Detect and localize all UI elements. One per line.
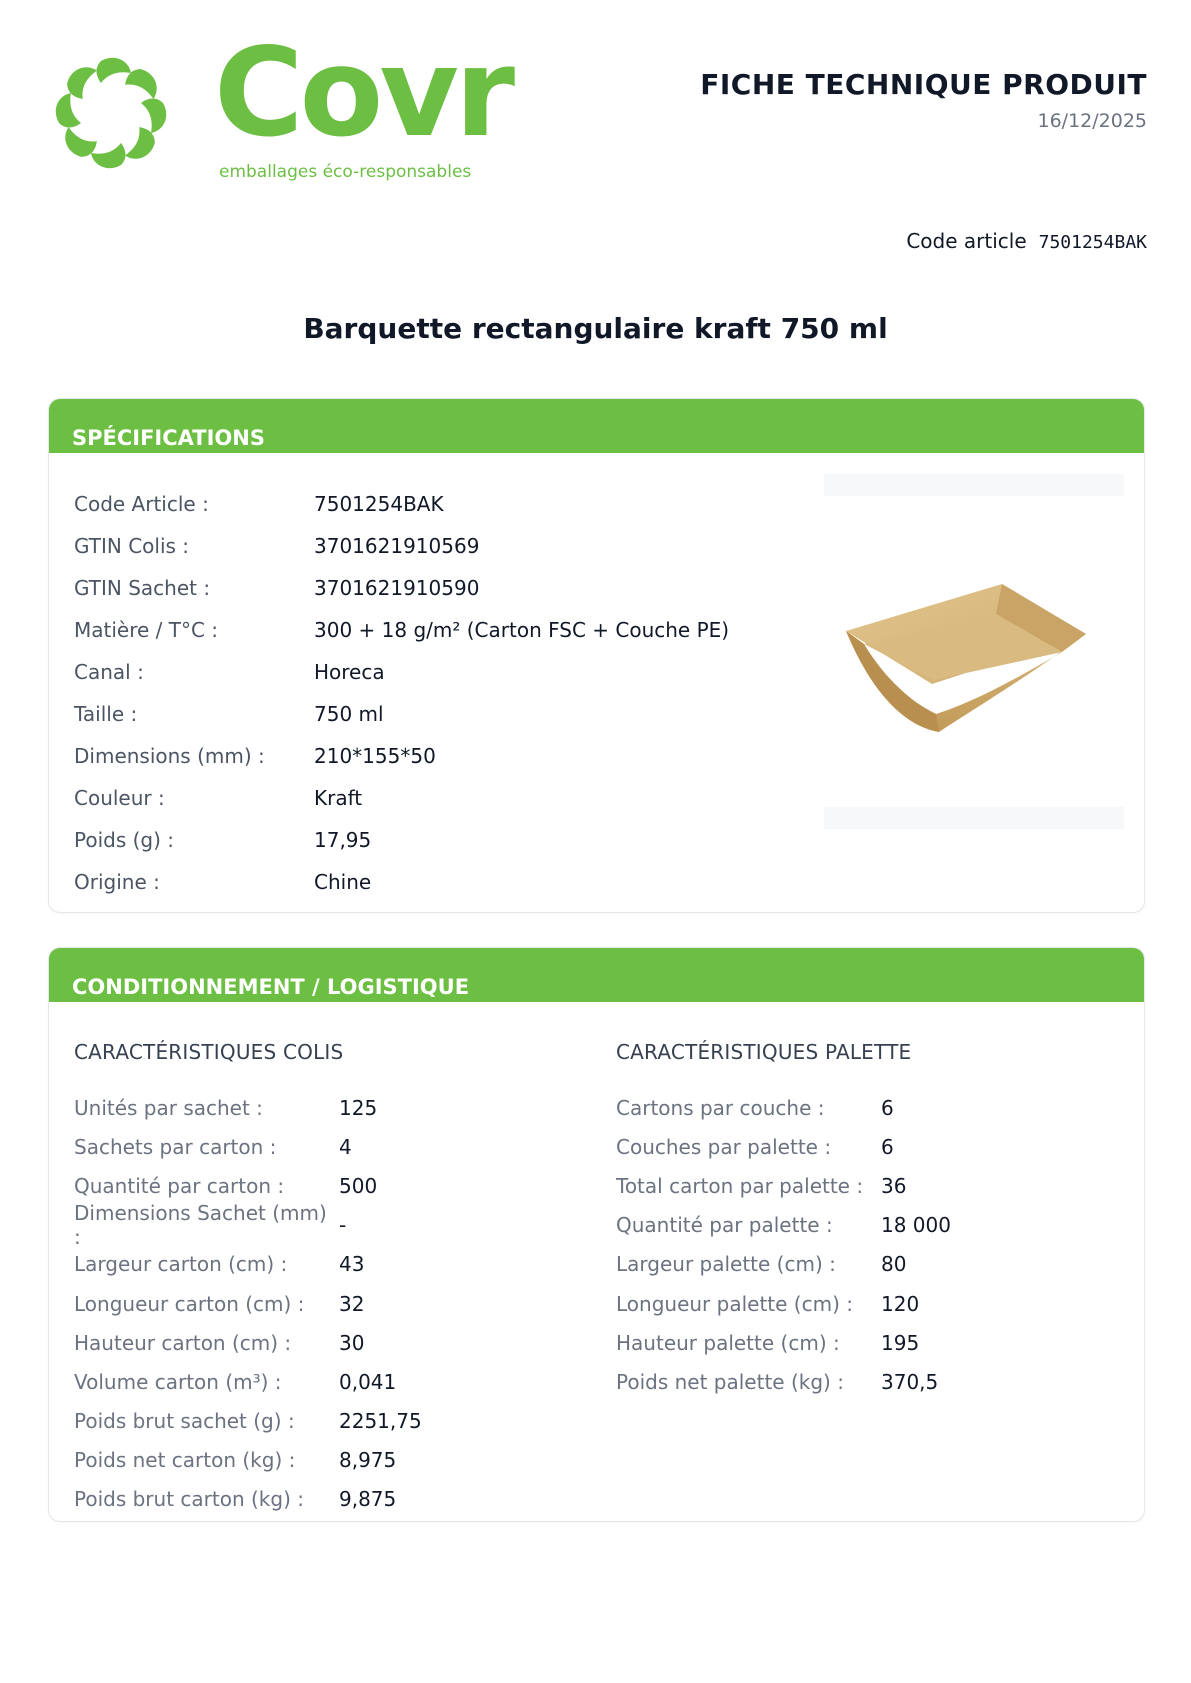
spec-row-label: Canal : [74,660,144,684]
spec-row [74,651,729,693]
colis-row-label: Sachets par carton : [74,1134,277,1159]
palette-row [616,1245,951,1284]
leaf-wreath-icon [46,48,176,178]
brand-tagline: emballages éco-responsables [219,162,472,182]
colis-row-label: Poids brut carton (kg) : [74,1487,304,1512]
spec-row-label: Poids (g) : [74,828,175,852]
spec-row-label: Couleur : [74,786,165,810]
palette-row-value: 6 [881,1095,894,1120]
logistics-heading: CONDITIONNEMENT / LOGISTIQUE [49,948,1144,1002]
colis-row-value: 0,041 [339,1369,397,1394]
spec-row [74,525,729,567]
palette-row-value: 80 [881,1252,907,1277]
palette-row [616,1088,951,1127]
colis-row-label: Volume carton (m³) : [74,1369,282,1394]
palette-row-label: Poids net palette (kg) : [616,1369,844,1394]
palette-row-value: 18 000 [881,1213,951,1238]
colis-row-value: 4 [339,1134,352,1159]
colis-row-value: 125 [339,1095,378,1120]
colis-table [74,1088,422,1519]
palette-row-label: Couches par palette : [616,1134,832,1159]
colis-row-value: 500 [339,1173,378,1198]
code-article-value: 7501254BAK [1038,232,1147,253]
palette-row [616,1206,951,1245]
spec-row [74,861,729,903]
palette-row-value: 195 [881,1330,920,1355]
colis-row-value: 9,875 [339,1487,397,1512]
palette-row-label: Hauteur palette (cm) : [616,1330,840,1355]
palette-row-value: 6 [881,1134,894,1159]
spec-row [74,609,729,651]
colis-row [74,1323,422,1362]
spec-row [74,777,729,819]
palette-row [616,1127,951,1166]
colis-column [74,1040,422,1519]
palette-column [616,1040,951,1402]
code-article-line [906,229,1147,253]
spec-row [74,693,729,735]
specifications-card [48,398,1145,913]
spec-row-label: Taille : [74,702,138,726]
spec-row-value: 3701621910590 [314,576,480,600]
colis-row [74,1362,422,1401]
spec-row-value: 210*155*50 [314,744,436,768]
palette-row-value: 370,5 [881,1369,939,1394]
palette-row-value: 120 [881,1291,920,1316]
palette-row-label: Total carton par palette : [616,1173,864,1198]
colis-row-label: Longueur carton (cm) : [74,1291,305,1316]
colis-title: CARACTÉRISTIQUES COLIS [74,1040,344,1064]
spec-row-value: 17,95 [314,828,372,852]
palette-row [616,1323,951,1362]
colis-row-label: Poids net carton (kg) : [74,1448,296,1473]
colis-row-label: Unités par sachet : [74,1095,263,1120]
palette-row-label: Longueur palette (cm) : [616,1291,853,1316]
logistics-card [48,947,1145,1522]
spec-row-value: Kraft [314,786,363,810]
colis-row [74,1088,422,1127]
colis-row [74,1245,422,1284]
brand-name: Covr [214,22,512,164]
spec-row-label: GTIN Sachet : [74,576,211,600]
spec-row [74,567,729,609]
document-title: FICHE TECHNIQUE PRODUIT [700,68,1147,101]
spec-row-value: 3701621910569 [314,534,480,558]
product-title: Barquette rectangulaire kraft 750 ml [303,312,888,345]
palette-row-label: Quantité par palette : [616,1213,833,1238]
spec-row-value: Horeca [314,660,385,684]
palette-row [616,1284,951,1323]
colis-row-value: 32 [339,1291,365,1316]
palette-row [616,1166,951,1205]
colis-row-label: Hauteur carton (cm) : [74,1330,292,1355]
palette-row-value: 36 [881,1173,907,1198]
spec-row [74,819,729,861]
code-article-label: Code article [906,229,1027,253]
spec-row-value: 7501254BAK [314,492,444,516]
colis-row-label: Largeur carton (cm) : [74,1252,288,1277]
kraft-tray-image [824,474,1124,829]
spec-row-value: Chine [314,870,372,894]
colis-row [74,1441,422,1480]
palette-table [616,1088,951,1402]
spec-row-label: Origine : [74,870,160,894]
palette-row-label: Cartons par couche : [616,1095,825,1120]
colis-row [74,1201,422,1250]
spec-row-label: Code Article : [74,492,209,516]
spec-row [74,483,729,525]
colis-row [74,1480,422,1519]
colis-row [74,1166,422,1205]
spec-row-label: Dimensions (mm) : [74,744,265,768]
colis-row-value: 30 [339,1330,365,1355]
palette-row-label: Largeur palette (cm) : [616,1252,836,1277]
spec-row-value: 300 + 18 g/m² (Carton FSC + Couche PE) [314,618,730,642]
colis-row [74,1284,422,1323]
colis-row-value: 2251,75 [339,1409,422,1434]
spec-row-label: GTIN Colis : [74,534,190,558]
colis-row-value: - [339,1213,347,1238]
document-date: 16/12/2025 [1037,110,1147,132]
colis-row-label: Dimensions Sachet (mm) : [74,1201,327,1250]
colis-row-label: Poids brut sachet (g) : [74,1409,295,1434]
spec-row-value: 750 ml [314,702,384,726]
colis-row-value: 43 [339,1252,365,1277]
colis-row-label: Quantité par carton : [74,1173,285,1198]
colis-row [74,1127,422,1166]
spec-row-label: Matière / T°C : [74,618,219,642]
colis-row-value: 8,975 [339,1448,397,1473]
specifications-heading: SPÉCIFICATIONS [49,399,1144,453]
palette-title: CARACTÉRISTIQUES PALETTE [616,1040,912,1064]
specifications-table [74,483,729,903]
spec-row [74,735,729,777]
palette-row [616,1362,951,1401]
colis-row [74,1402,422,1441]
